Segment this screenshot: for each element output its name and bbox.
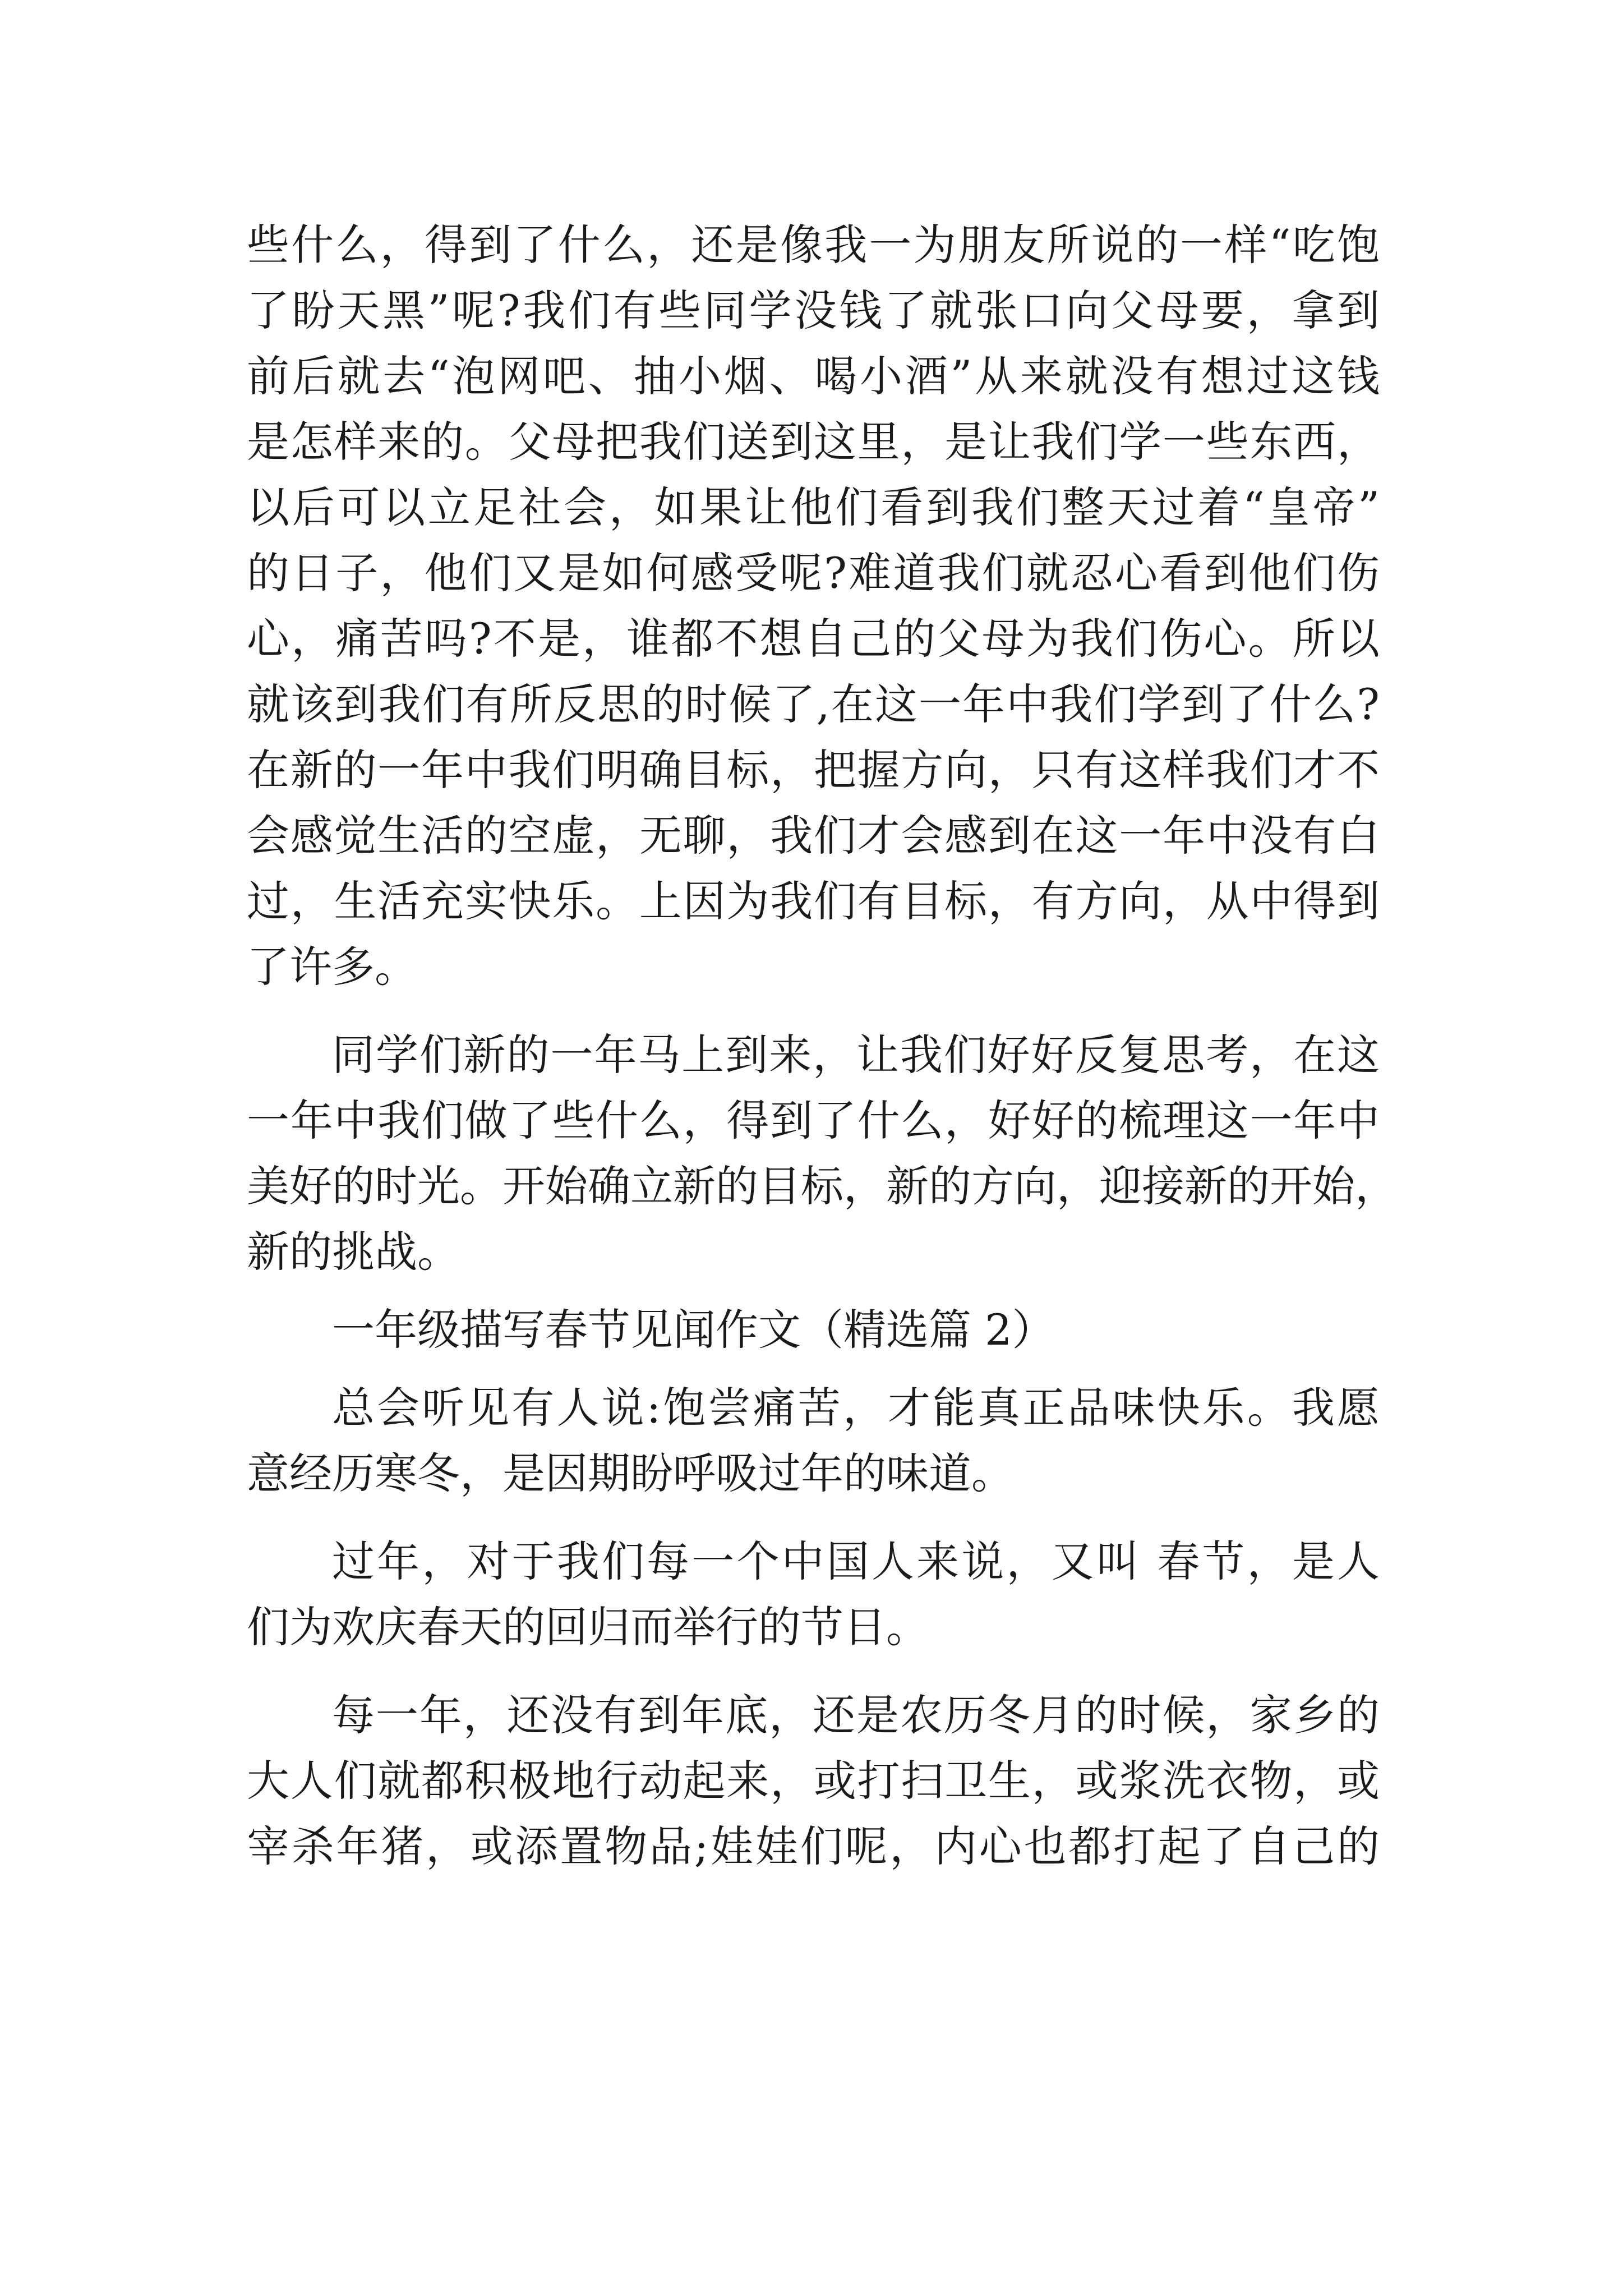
text-line: 一年中我们做了些什么，得到了什么，好好的梳理这一年中 [247, 1096, 1380, 1145]
text-line: 心，痛苦吗?不是，谁都不想自己的父母为我们伤心。所以 [247, 614, 1380, 664]
paragraph-spacer [247, 1285, 1380, 1297]
text-line: 的日子，他们又是如何感受呢?难道我们就忍心看到他们伤 [247, 548, 1380, 598]
paragraph [247, 1022, 1398, 1285]
text-line: 过年，对于我们每一个中国人来说，又叫 春节，是人 [332, 1536, 1380, 1586]
text-line: 新的挑战。 [247, 1227, 460, 1277]
text-line: 宰杀年猪，或添置物品;娃娃们呢，内心也都打起了自己的 [247, 1821, 1380, 1871]
text-line: 美好的时光。开始确立新的目标，新的方向，迎接新的开始， [247, 1161, 1398, 1211]
text-line: 就该到我们有所反思的时候了,在这一年中我们学到了什么? [247, 679, 1380, 729]
paragraph-spacer [247, 1506, 1380, 1529]
paragraph [247, 212, 1380, 1000]
text-line: 过，生活充实快乐。上因为我们有目标，有方向，从中得到 [247, 876, 1380, 926]
text-line: 了许多。 [247, 942, 417, 992]
text-line: 同学们新的一年马上到来，让我们好好反复思考，在这 [332, 1030, 1380, 1080]
text-line: 了盼天黑”呢?我们有些同学没钱了就张口向父母要，拿到 [247, 286, 1380, 335]
text-line: 每一年，还没有到年底，还是农历冬月的时候，家乡的 [332, 1690, 1380, 1740]
paragraph-spacer [247, 1660, 1380, 1682]
paragraph-spacer [247, 1000, 1380, 1022]
heading-line: 一年级描写春节见闻作文（精选篇 2） [332, 1305, 1055, 1355]
text-line: 在新的一年中我们明确目标，把握方向，只有这样我们才不 [247, 745, 1380, 795]
text-line: 以后可以立足社会，如果让他们看到我们整天过着“皇帝” [247, 482, 1380, 532]
paragraph-spacer [247, 1363, 1380, 1375]
document-body [247, 212, 1398, 1879]
text-line: 总会听见有人说:饱尝痛苦，才能真正品味快乐。我愿 [332, 1383, 1380, 1433]
paragraph [247, 1529, 1380, 1660]
section-heading [247, 1297, 1380, 1363]
text-line: 大人们就都积极地行动起来，或打扫卫生，或浆洗衣物，或 [247, 1756, 1380, 1806]
text-line: 会感觉生活的空虚，无聊，我们才会感到在这一年中没有白 [247, 811, 1380, 861]
text-line: 是怎样来的。父母把我们送到这里，是让我们学一些东西， [247, 417, 1380, 467]
text-line: 意经历寒冬，是因期盼呼吸过年的味道。 [247, 1448, 1014, 1498]
text-line: 些什么，得到了什么，还是像我一为朋友所说的一样“吃饱 [247, 220, 1380, 270]
paragraph [247, 1682, 1380, 1879]
text-line: 们为欢庆春天的回归而举行的节日。 [247, 1602, 929, 1652]
paragraph [247, 1375, 1380, 1506]
text-line: 前后就去“泡网吧、抽小烟、喝小酒”从来就没有想过这钱 [247, 351, 1380, 401]
